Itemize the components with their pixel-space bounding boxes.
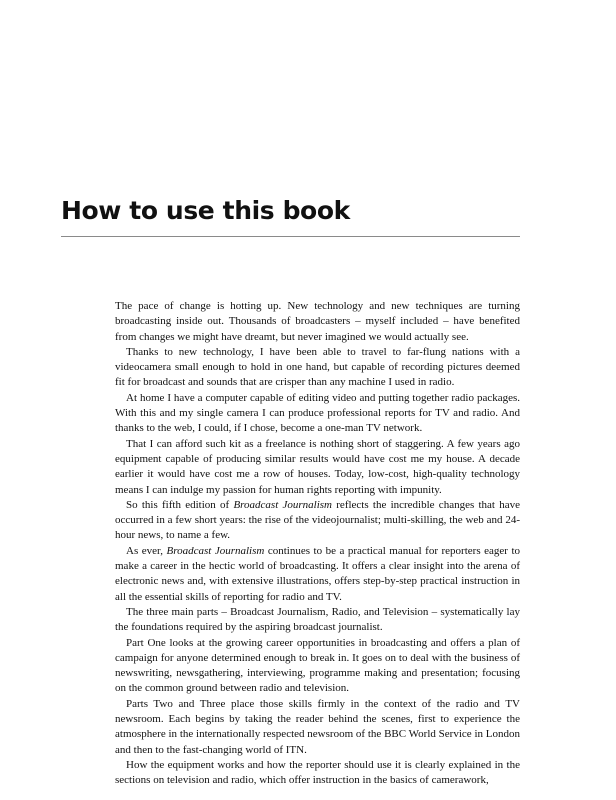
paragraph: Part One looks at the growing career opportunities in broadcasting and offers a plan of campaign for anyone determined enough to break in. It goes on to deal with the business of newswriting, newsgathering, interviewing, programme making and presentation; focusing on the common ground between radio and television.: [115, 636, 520, 695]
title-divider: [61, 236, 520, 237]
paragraph: At home I have a computer capable of editing video and putting together radio packages. With this and my single camera I can produce professional reports for TV and radio. And thanks to the web, I could, if I chose, become a one-man TV network.: [115, 391, 520, 435]
paragraph: The three main parts – Broadcast Journalism, Radio, and Television – systematically lay the foundations required by the aspiring broadcast journalist.: [115, 605, 520, 634]
paragraph-text: So this fifth edition of: [126, 498, 234, 511]
chapter-title: How to use this book: [61, 196, 350, 225]
book-title-italic: Broadcast Journalism: [166, 544, 265, 557]
paragraph: The pace of change is hotting up. New technology and new techniques are turning broadcasting inside out. Thousands of broadcasters – myself included – have benefited from changes we might have dreamt, but never imagined we would actually see.: [115, 300, 520, 343]
paragraph-text: continues to be a practical manual for reporters eager to make a career in the hectic world of broadcasting. It offers a clear insight into the arena of electronic news and, with extensive illustrations, offers step-by-step practical instruction in all the essential skills of reporting for radio and TV.: [115, 544, 520, 603]
paragraph-text: reflects the incredible changes that have occurred in a few short years: the rise of the videojournalist; multi-skilling, the web and 24-hour news, to name a few.: [115, 498, 521, 542]
paragraph: That I can afford such kit as a freelance is nothing short of staggering. A few years ago equipment capable of producing similar results would have cost me my house. A decade earlier it would have cost me a row of houses. Today, low-cost, high-quality technology means I can indulge my passion for human rights reporting with impunity.: [115, 437, 520, 496]
paragraph: How the equipment works and how the reporter should use it is clearly explained in the sections on television and radio, which offer instruction in the basics of camerawork,: [115, 758, 520, 787]
paragraph: [115, 544, 520, 605]
paragraph: [115, 498, 520, 544]
paragraph-text: As ever,: [126, 544, 167, 557]
body-text: [115, 299, 520, 789]
book-title-italic: Broadcast Journalism: [233, 498, 333, 511]
paragraph: Thanks to new technology, I have been able to travel to far-flung nations with a videocamera small enough to hold in one hand, but capable of recording pictures deemed fit for broadcast and sounds that are crisper than any machine I used in radio.: [115, 345, 520, 389]
paragraph: Parts Two and Three place those skills firmly in the context of the radio and TV newsroom. Each begins by taking the reader behind the scenes, first to experience the atmosphere in the internationally respected newsroom of the BBC World Service in London and then to the fast-changing world of ITN.: [115, 697, 520, 756]
